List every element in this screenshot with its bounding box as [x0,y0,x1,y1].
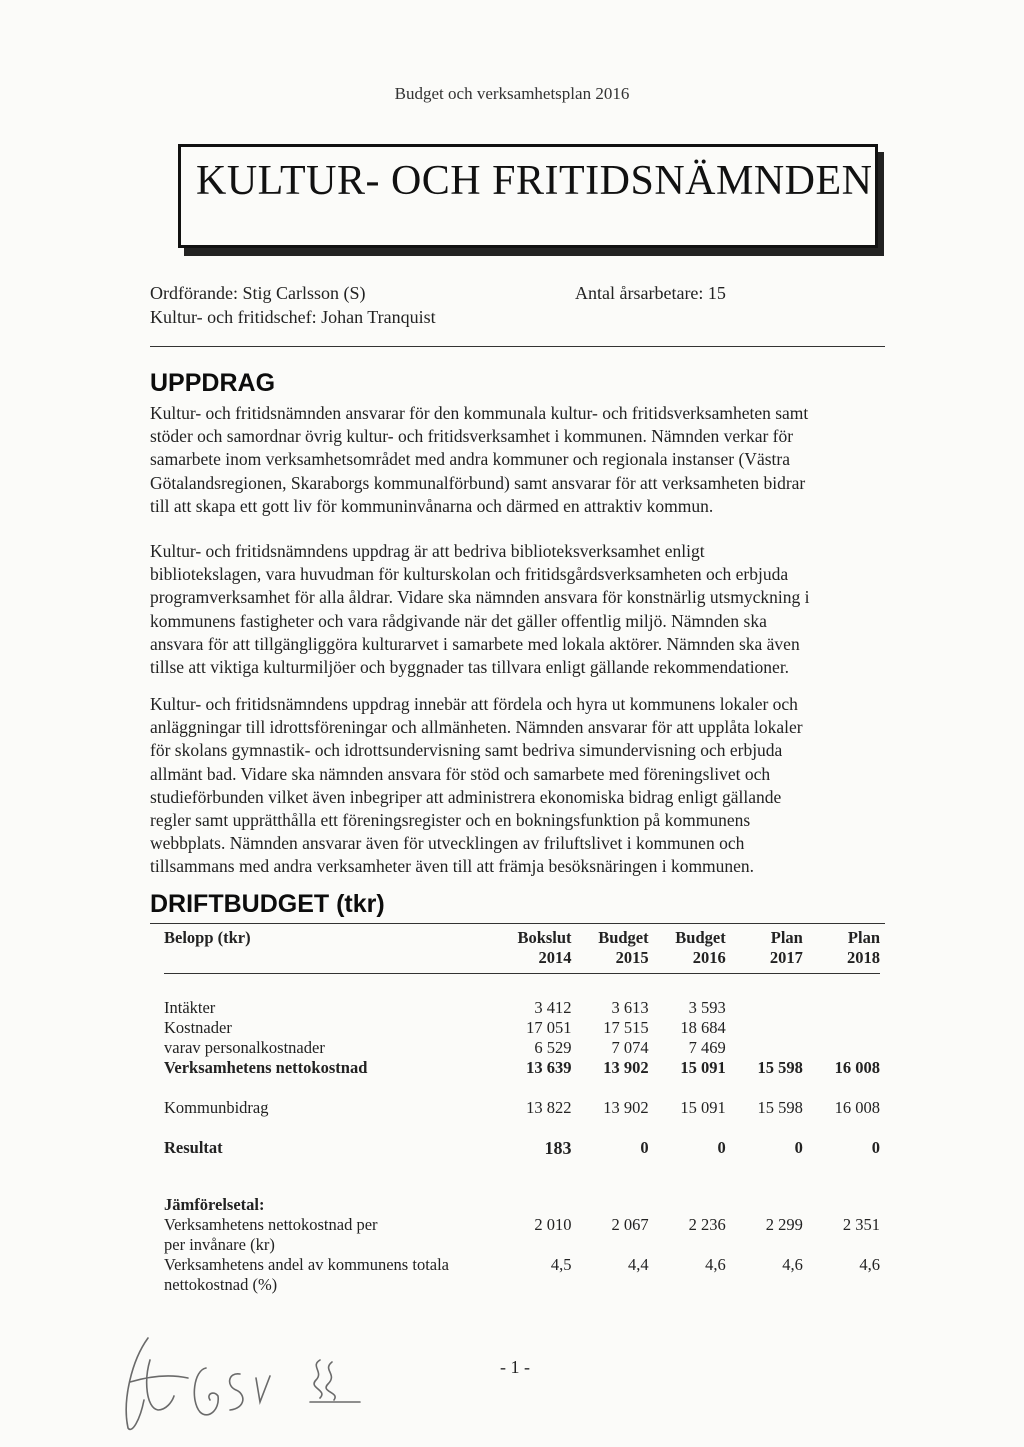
column-header-line: 2015 [615,948,649,967]
paragraph-line: allmänt bad. Vidare ska nämnden ansvara för stöd och samarbete med föreningslivet och [150,763,771,784]
column-header-line: Bokslut [517,928,572,947]
table-row [164,998,880,1018]
cell-value: 13 822 [526,1098,572,1117]
page-number: - 1 - [500,1357,530,1377]
table-row [164,1098,880,1118]
column-header-line: Budget [598,928,649,947]
column-header [494,922,571,968]
cell-value: 16 008 [834,1098,880,1117]
column-header-line: 2018 [847,948,880,967]
row-label-line: Verksamhetens andel av kommunens totala [164,1255,450,1274]
cell-value: 2 299 [765,1215,803,1234]
paragraph-line: Kultur- och fritidsnämnden ansvarar för den kommunala kultur- och fritidsverksamheten samt [150,403,809,423]
cell-value: 0 [717,1138,726,1157]
cell-value: 17 515 [603,1018,649,1037]
head-line: Kultur- och fritidschef: Johan Tranquist [150,307,436,327]
table-row [164,1255,880,1295]
cell-value: 183 [544,1138,572,1158]
spacer-row [164,1078,880,1098]
cell-value: 13 639 [526,1058,572,1077]
uppdrag-paragraph-2 [150,540,880,679]
cell-value: 3 412 [534,998,572,1017]
title-box [178,144,878,248]
row-label-line: nettokostnad (%) [164,1275,278,1294]
spacer-row [164,1159,880,1195]
column-header-line: Budget [675,928,726,947]
section-divider [150,346,885,347]
cell-value: 0 [871,1138,880,1157]
cell-value: 3 613 [611,998,649,1017]
row-label: varav personalkostnader [164,1038,325,1057]
column-header-label: Belopp (tkr) [164,928,251,947]
row-label: Intäkter [164,998,216,1017]
cell-value [803,998,880,1018]
paragraph-line: för skolans gymnastik- och idrottsundervisning samt bedriva simundervisning och erbjuda [150,740,783,761]
spacer-row [164,1118,880,1138]
table-row-result [164,1138,880,1159]
cell-value: 0 [640,1138,649,1157]
cell-value: 7 469 [688,1038,726,1057]
spacer-row [164,974,880,999]
cell-value: 4,5 [550,1255,572,1274]
cell-value [726,1038,803,1058]
column-header [803,922,880,968]
paragraph-line: till att skapa ett gott liv för kommuninvånarna och därmed en attraktiv kommun. [150,495,714,516]
staff-count: Antal årsarbetare: 15 [575,283,726,303]
cell-value: 15 091 [680,1058,726,1077]
paragraph-line: programverksamhet för alla åldrar. Vidare ska nämnden ansvara för konstnärlig utsmyckning i [150,587,810,608]
jamforelsetal-heading-row [164,1195,880,1215]
column-header-line: 2016 [692,948,726,967]
cell-value: 13 902 [603,1098,649,1117]
cell-value: 15 091 [680,1098,726,1117]
jamforelsetal-heading: Jämförelsetal: [164,1195,265,1214]
paragraph-line: tillse att viktiga kulturmiljöer och byggnader tas tillvara enligt gällande rekommendationer. [150,657,790,678]
cell-value: 2 236 [688,1215,726,1234]
cell-value: 4,6 [705,1255,726,1274]
cell-value: 4,6 [782,1255,803,1274]
table-row [164,1038,880,1058]
paragraph-line: Kultur- och fritidsnämndens uppdrag innebär att fördela och hyra ut kommunens lokaler och [150,694,798,714]
cell-value: 16 008 [834,1058,880,1077]
handwritten-initials [110,1330,370,1440]
row-label-line: per invånare (kr) [164,1235,275,1254]
uppdrag-paragraph-3 [150,693,880,879]
row-label: Kostnader [164,1018,232,1037]
uppdrag-heading: UPPDRAG [150,369,276,397]
column-header-line: Plan [770,928,803,947]
budget-table [164,922,880,1295]
cell-value: 17 051 [526,1018,572,1037]
table-row [164,1215,880,1255]
cell-value: 15 598 [757,1058,803,1077]
row-label [164,1215,494,1255]
cell-value [803,1038,880,1058]
column-header-line: 2014 [538,948,572,967]
chair-line: Ordförande: Stig Carlsson (S) [150,283,366,303]
running-header: Budget och verksamhetsplan 2016 [394,84,630,103]
paragraph-line: Götalandsregionen, Skaraborgs kommunalförbund) samt ansvarar för att verksamheten bidrar [150,472,806,493]
paragraph-line: regler samt upprätthålla ett föreningsregister och en bokningsfunktion på kommunens [150,810,751,831]
cell-value: 15 598 [757,1098,803,1117]
column-header-line: Plan [847,928,880,947]
paragraph-line: tillsammans med andra verksamheter även till att främja besöksnäringen i kommunen. [150,856,755,877]
cell-value [803,1018,880,1038]
cell-value: 2 010 [534,1215,572,1234]
cell-value: 2 067 [611,1215,649,1234]
paragraph-line: Kultur- och fritidsnämndens uppdrag är att bedriva biblioteksverksamhet enligt [150,541,705,561]
column-header [572,922,649,968]
cell-value: 4,4 [628,1255,649,1274]
cell-value: 13 902 [603,1058,649,1077]
paragraph-line: stöder och samordnar övrig kultur- och fritidsverksamhet i kommunen. Nämnden verkar för [150,426,794,447]
column-header-line: 2017 [769,948,803,967]
page-title: KULTUR- OCH FRITIDSNÄMNDEN [196,158,873,204]
cell-value: 18 684 [680,1018,726,1037]
cell-value: 4,6 [859,1255,880,1274]
driftbudget-heading: DRIFTBUDGET (tkr) [150,890,385,918]
cell-value: 6 529 [534,1038,572,1057]
paragraph-line: anläggningar till idrottsföreningar och allmänheten. Nämnden ansvarar för att upplåta lokaler [150,717,803,738]
row-label: Resultat [164,1138,223,1157]
paragraph-line: studieförbunden vilket även inbegriper att administrera ekonomiska bidrag enligt gällande [150,786,782,807]
table-row [164,1018,880,1038]
cell-value: 3 593 [688,998,726,1017]
paragraph-line: bibliotekslagen, vara huvudman för kulturskolan och fritidsgårdsverksamheten och erbjuda [150,564,789,585]
table-row-total [164,1058,880,1078]
paragraph-line: ansvara för att tillgängliggöra kulturarvet i samarbete med lokala aktörer. Nämnden ska även [150,633,800,654]
table-header-row [164,922,880,968]
row-label [164,1255,494,1295]
column-header [726,922,803,968]
column-header [649,922,726,968]
paragraph-line: kommunens fastigheter och vara rådgivande när det gäller offentlig miljö. Nämnden ska [150,610,767,631]
cell-value: 2 351 [842,1215,880,1234]
cell-value [726,1018,803,1038]
uppdrag-paragraph-1 [150,402,880,518]
paragraph-line: webbplats. Nämnden ansvarar även för utvecklingen av friluftslivet i kommunen och [150,833,745,854]
cell-value [726,998,803,1018]
cell-value: 7 074 [611,1038,649,1057]
row-label-line: Verksamhetens nettokostnad per [164,1215,378,1234]
row-label: Kommunbidrag [164,1098,269,1117]
row-label: Verksamhetens nettokostnad [164,1058,368,1077]
paragraph-line: samarbete inom verksamhetsområdet med andra kommuner och regionala instanser (Västra [150,449,790,470]
cell-value: 0 [794,1138,803,1157]
